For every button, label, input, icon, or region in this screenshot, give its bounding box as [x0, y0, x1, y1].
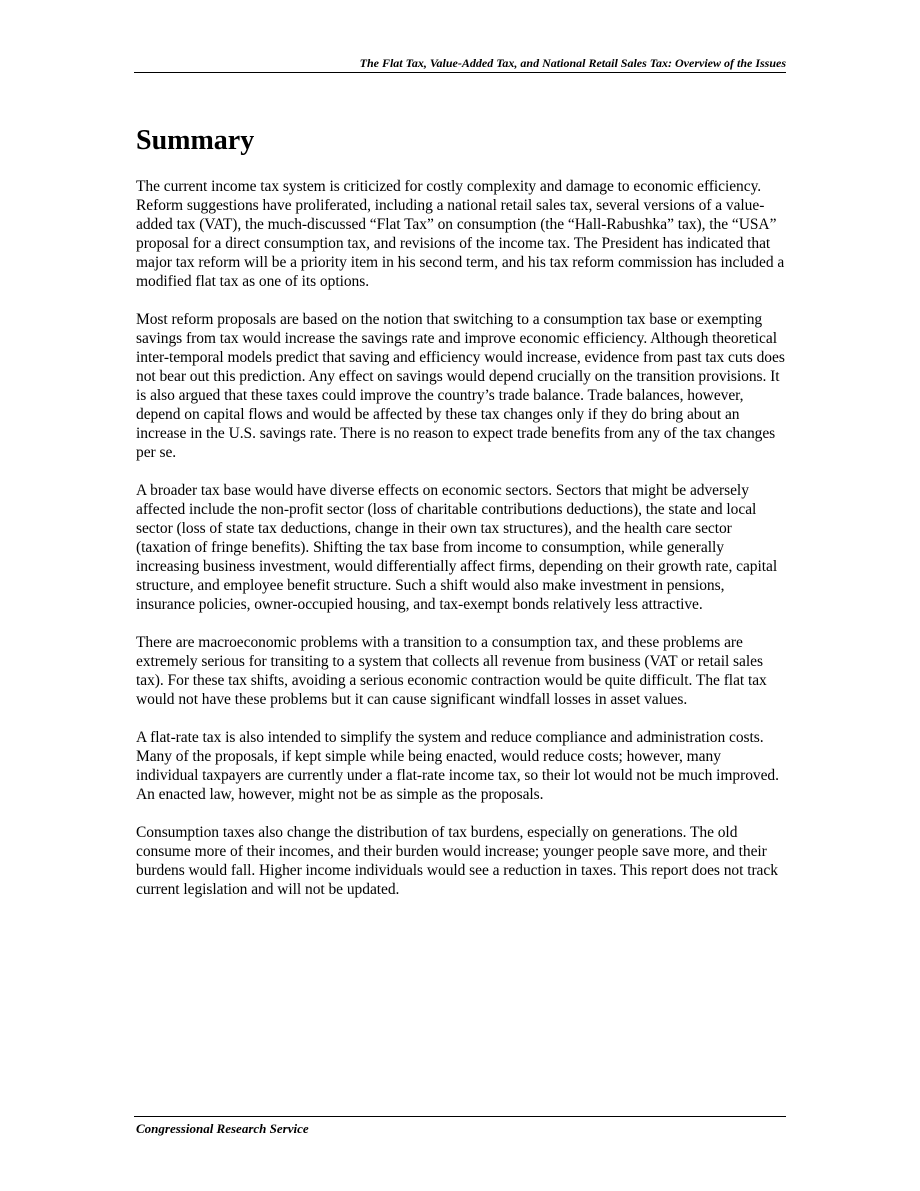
running-header: The Flat Tax, Value-Added Tax, and National Retail Sales Tax: Overview of the Issues [359, 56, 786, 70]
summary-paragraph-5: A flat-rate tax is also intended to simplify the system and reduce compliance and administration costs. Many of the proposals, if kept simple while being enacted, would reduce costs; however, many individual taxpayers are currently under a flat-rate income tax, so their lot would not be much improved. An enacted law, however, might not be as simple as the proposals. [136, 729, 779, 803]
header-divider [134, 72, 786, 73]
footer-divider [134, 1116, 786, 1117]
summary-heading: Summary [136, 125, 255, 156]
summary-body [136, 177, 786, 918]
summary-paragraph-1: The current income tax system is criticized for costly complexity and damage to economic efficiency. Reform suggestions have proliferated, including a national retail sales tax, several versions of a value-added tax (VAT), the much-discussed “Flat Tax” on consumption (the “Hall-Rabushka” tax), the “USA” proposal for a direct consumption tax, and revisions of the income tax. The President has indicated that major tax reform will be a priority item in his second term, and his tax reform commission has included a modified flat tax as one of its options. [136, 178, 785, 290]
summary-paragraph-2: Most reform proposals are based on the notion that switching to a consumption tax base or exempting savings from tax would increase the savings rate and improve economic efficiency. Although theoretical inter-temporal models predict that saving and efficiency would increase, evidence from past tax cuts does not bear out this prediction. Any effect on savings would depend crucially on the transition provisions. It is also argued that these taxes could improve the country’s trade balance. Trade balances, however, depend on capital flows and would be affected by these tax changes only if they do bring about an increase in the U.S. savings rate. There is no reason to expect trade benefits from any of the tax changes per se. [136, 311, 785, 461]
summary-paragraph-6: Consumption taxes also change the distribution of tax burdens, especially on generations. The old consume more of their incomes, and their burden would increase; younger people save more, and their burdens would fall. Higher income individuals would see a reduction in taxes. This report does not track current legislation and will not be updated. [136, 824, 778, 898]
running-footer: Congressional Research Service [136, 1121, 309, 1136]
summary-paragraph-4: There are macroeconomic problems with a transition to a consumption tax, and these problems are extremely serious for transiting to a system that collects all revenue from business (VAT or retail sales tax). For these tax shifts, avoiding a serious economic contraction would be quite difficult. The flat tax would not have these problems but it can cause significant windfall losses in asset values. [136, 634, 767, 708]
summary-paragraph-3: A broader tax base would have diverse effects on economic sectors. Sectors that might be adversely affected include the non-profit sector (loss of charitable contributions deductions), the state and local sector (loss of state tax deductions, change in their own tax structures), and the health care sector (taxation of fringe benefits). Shifting the tax base from income to consumption, while generally increasing business investment, would differentially affect firms, depending on their growth rate, capital structure, and employee benefit structure. Such a shift would also make investment in pensions, insurance policies, owner-occupied housing, and tax-exempt bonds relatively less attractive. [136, 482, 778, 613]
